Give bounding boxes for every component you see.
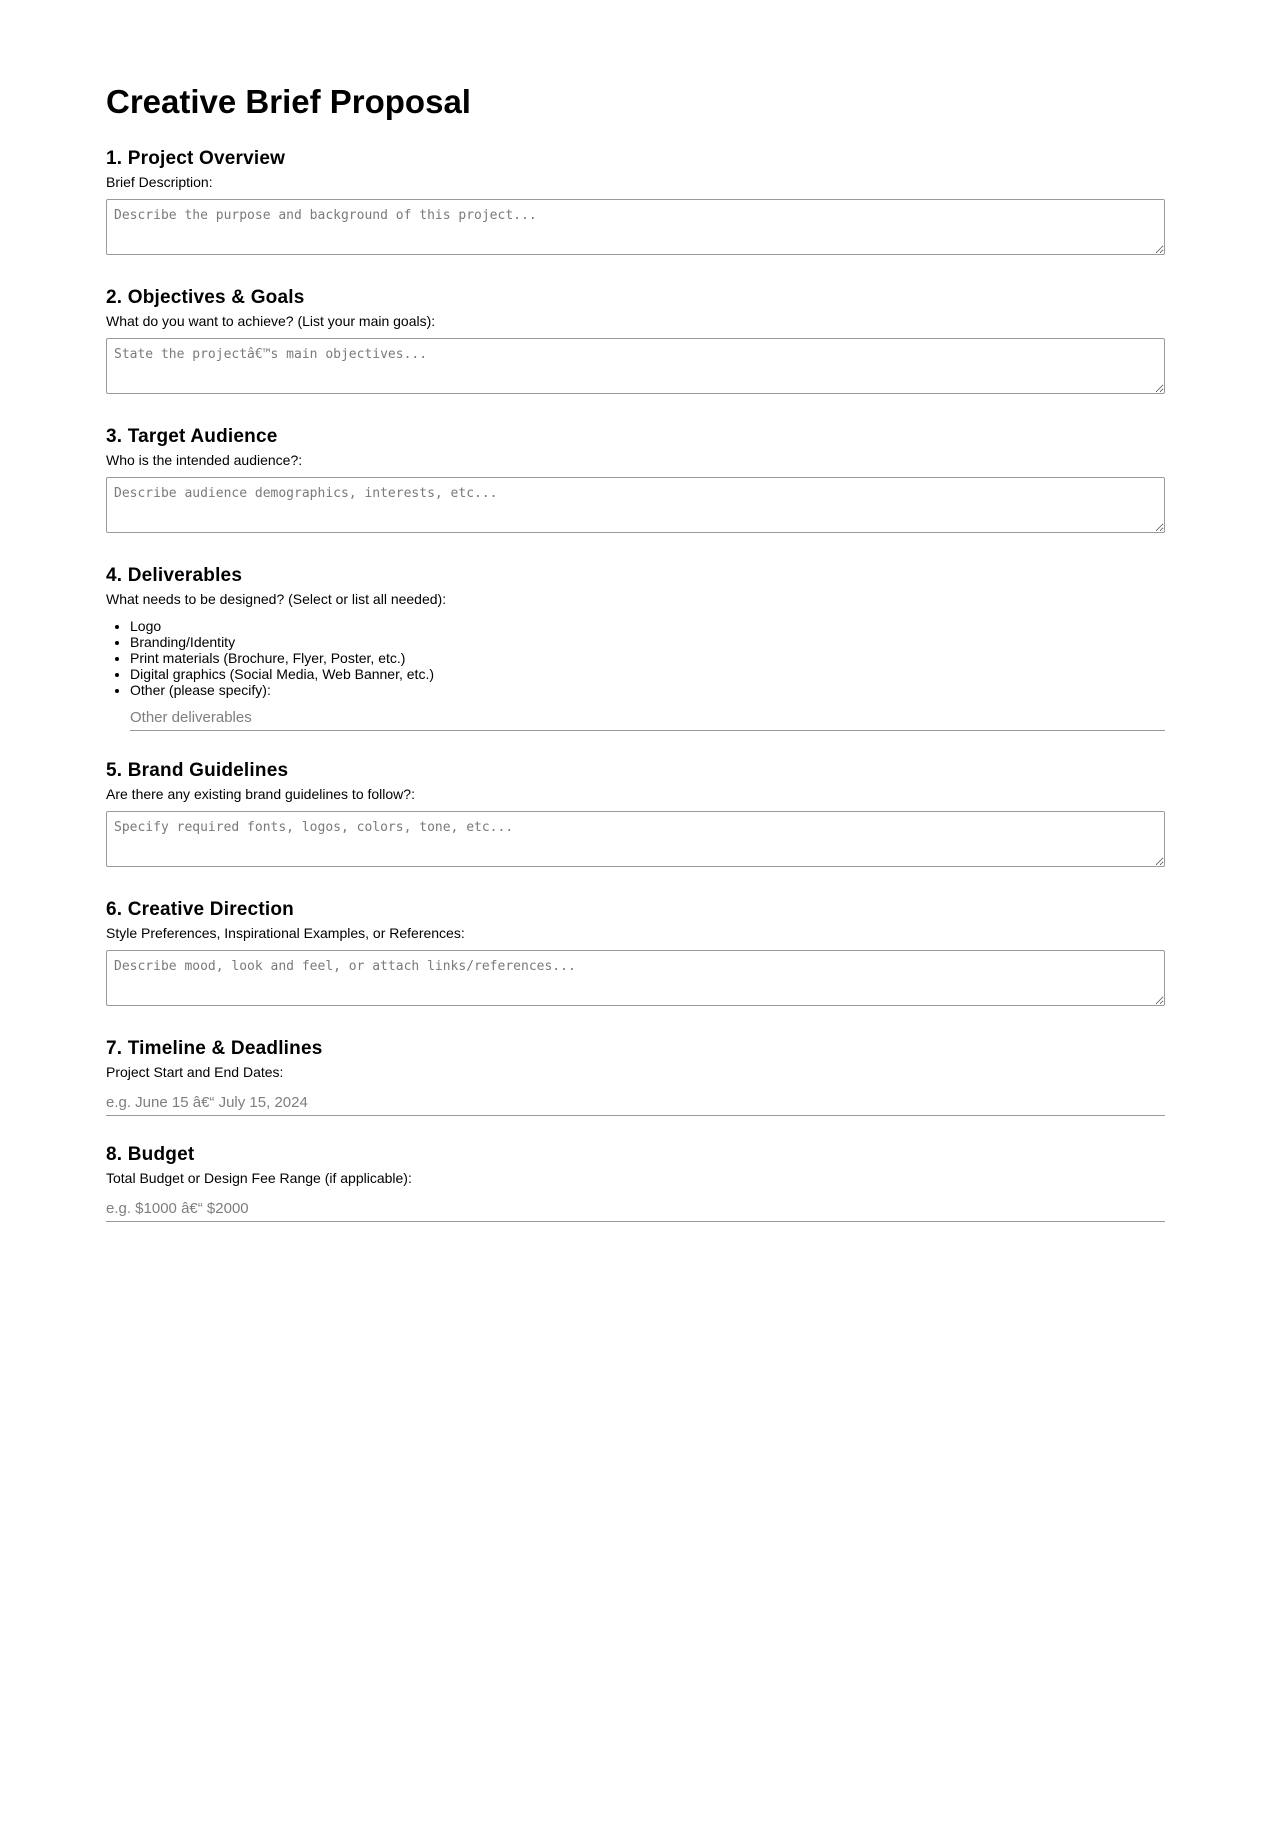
field-label: Total Budget or Design Fee Range (if applicable): — [106, 1170, 412, 1186]
budget-input[interactable] — [106, 1198, 1165, 1222]
section-project-overview — [106, 148, 1165, 255]
section-heading: 7. Timeline & Deadlines — [106, 1038, 323, 1059]
list-item: • Print materials (Brochure, Flyer, Poster, etc.) — [130, 650, 1165, 666]
field-label: Brief Description: — [106, 174, 213, 190]
section-deliverables — [106, 565, 1165, 731]
section-heading: 4. Deliverables — [106, 565, 243, 586]
brand-guidelines-textarea[interactable] — [106, 811, 1165, 867]
field-label: Style Preferences, Inspirational Examples, or References: — [106, 925, 465, 941]
field-label: What needs to be designed? (Select or list all needed): — [106, 591, 447, 607]
list-item: • Branding/Identity — [130, 634, 1165, 650]
section-heading: 2. Objectives & Goals — [106, 287, 305, 308]
field-label: What do you want to achieve? (List your main goals): — [106, 313, 436, 329]
timeline-dates-input[interactable] — [106, 1092, 1165, 1116]
section-creative-direction — [106, 899, 1165, 1006]
section-timeline-deadlines — [106, 1038, 1165, 1116]
section-heading: 3. Target Audience — [106, 426, 278, 447]
brief-description-textarea[interactable] — [106, 199, 1165, 255]
section-budget — [106, 1144, 1165, 1222]
list-item: • Logo — [130, 618, 1165, 634]
field-label: Project Start and End Dates: — [106, 1064, 284, 1080]
section-heading: 6. Creative Direction — [106, 899, 294, 920]
section-objectives-goals — [106, 287, 1165, 394]
section-heading: 1. Project Overview — [106, 148, 286, 169]
section-heading: 8. Budget — [106, 1144, 195, 1165]
objectives-textarea[interactable] — [106, 338, 1165, 394]
list-item: • Digital graphics (Social Media, Web Banner, etc.) — [130, 666, 1165, 682]
deliverables-list — [106, 618, 1165, 698]
section-brand-guidelines — [106, 760, 1165, 867]
section-target-audience — [106, 426, 1165, 533]
other-deliverables-input[interactable] — [130, 707, 1165, 731]
creative-brief-form — [106, 82, 1165, 1222]
creative-direction-textarea[interactable] — [106, 950, 1165, 1006]
section-heading: 5. Brand Guidelines — [106, 760, 289, 781]
list-item: • Other (please specify): — [130, 682, 1165, 698]
field-label: Who is the intended audience?: — [106, 452, 303, 468]
field-label: Are there any existing brand guidelines to follow?: — [106, 786, 415, 802]
target-audience-textarea[interactable] — [106, 477, 1165, 533]
page-title: Creative Brief Proposal — [106, 83, 471, 120]
